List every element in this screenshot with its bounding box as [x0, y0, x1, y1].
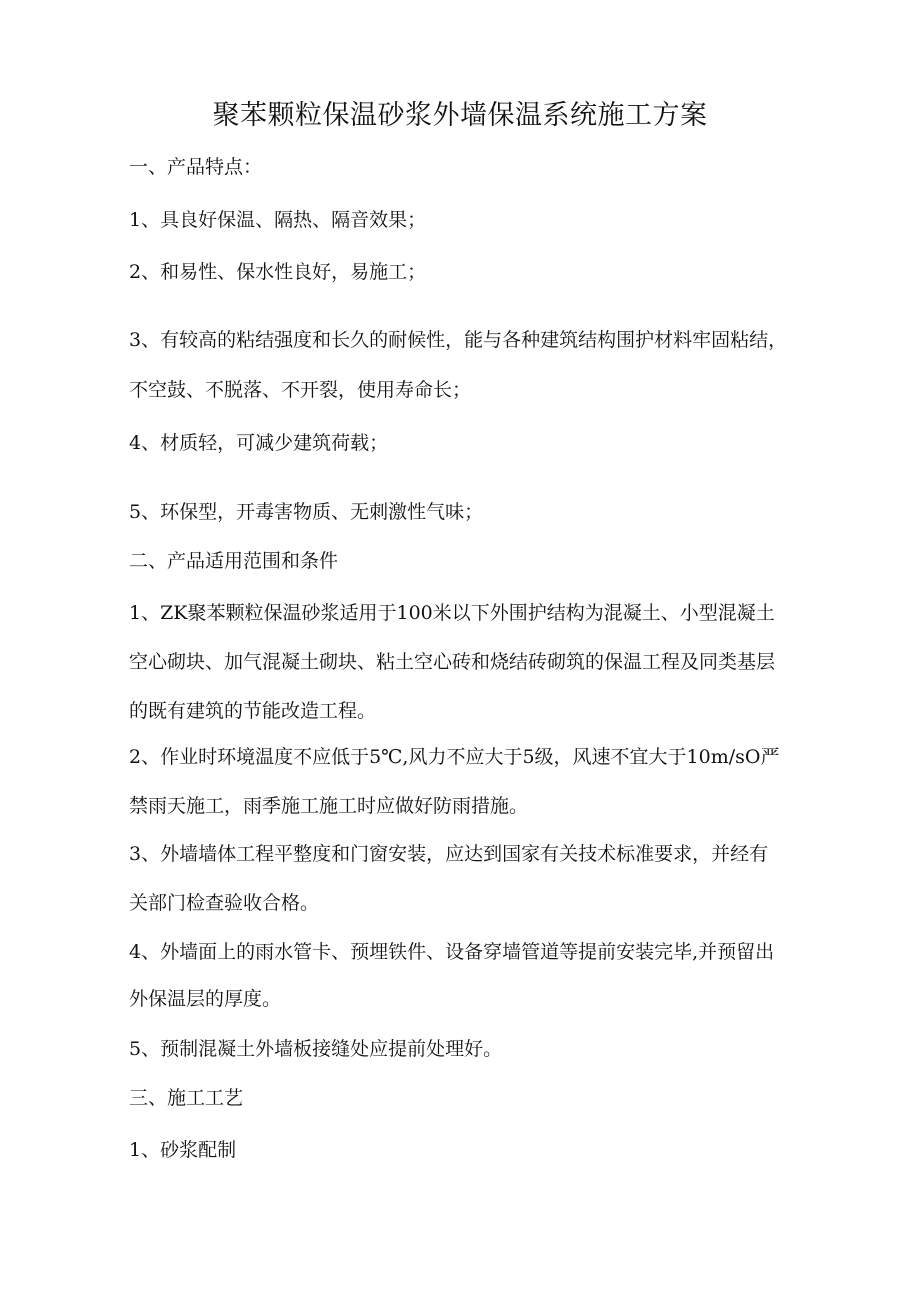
paragraph-line: 1、具良好保温、隔热、隔音效果；	[129, 209, 427, 231]
paragraph-line: 1、ZK聚苯颗粒保温砂浆适用于100米以下外围护结构为混凝土、小型混凝土	[129, 602, 775, 624]
paragraph-line: 5、预制混凝土外墙板接缝处应提前处理好。	[129, 1038, 503, 1060]
paragraph-line: 2、和易性、保水性良好，易施工；	[129, 261, 427, 283]
paragraph-line: 禁雨天施工，雨季施工施工时应做好防雨措施。	[129, 795, 529, 817]
paragraph-line: 4、材质轻，可减少建筑荷载；	[129, 432, 389, 454]
paragraph-line: 3、外墙墙体工程平整度和门窗安装，应达到国家有关技术标准要求，并经有	[129, 843, 769, 865]
paragraph-line: 关部门检查验收合格。	[129, 892, 320, 914]
paragraph-line: 空心砌块、加气混凝土砌块、粘土空心砖和烧结砖砌筑的保温工程及同类基层	[129, 651, 776, 673]
section-heading-scope: 二、产品适用范围和条件	[129, 550, 339, 572]
paragraph-line: 外保温层的厚度。	[129, 988, 282, 1010]
document-title: 聚苯颗粒保温砂浆外墙保温系统施工方案	[212, 100, 708, 131]
paragraph-line: 3、有较高的粘结强度和长久的耐候性，能与各种建筑结构围护材料牢固粘结，	[129, 329, 788, 351]
subsection-heading-mortar-preparation: 1、砂浆配制	[129, 1139, 237, 1161]
paragraph-line: 2、作业时环境温度不应低于5℃,风力不应大于5级，风速不宜大于10m∕sO严	[129, 746, 780, 768]
section-heading-construction-process: 三、施工工艺	[129, 1087, 244, 1109]
paragraph-line: 不空鼓、不脱落、不开裂，使用寿命长；	[129, 379, 472, 401]
paragraph-line: 4、外墙面上的雨水管卡、预埋铁件、设备穿墙管道等提前安装完毕,并预留出	[129, 941, 775, 963]
section-heading-product-features: 一、产品特点：	[129, 156, 263, 178]
paragraph-line: 5、环保型，开毒害物质、无刺激性气味；	[129, 501, 484, 523]
paragraph-line: 的既有建筑的节能改造工程。	[129, 700, 377, 722]
